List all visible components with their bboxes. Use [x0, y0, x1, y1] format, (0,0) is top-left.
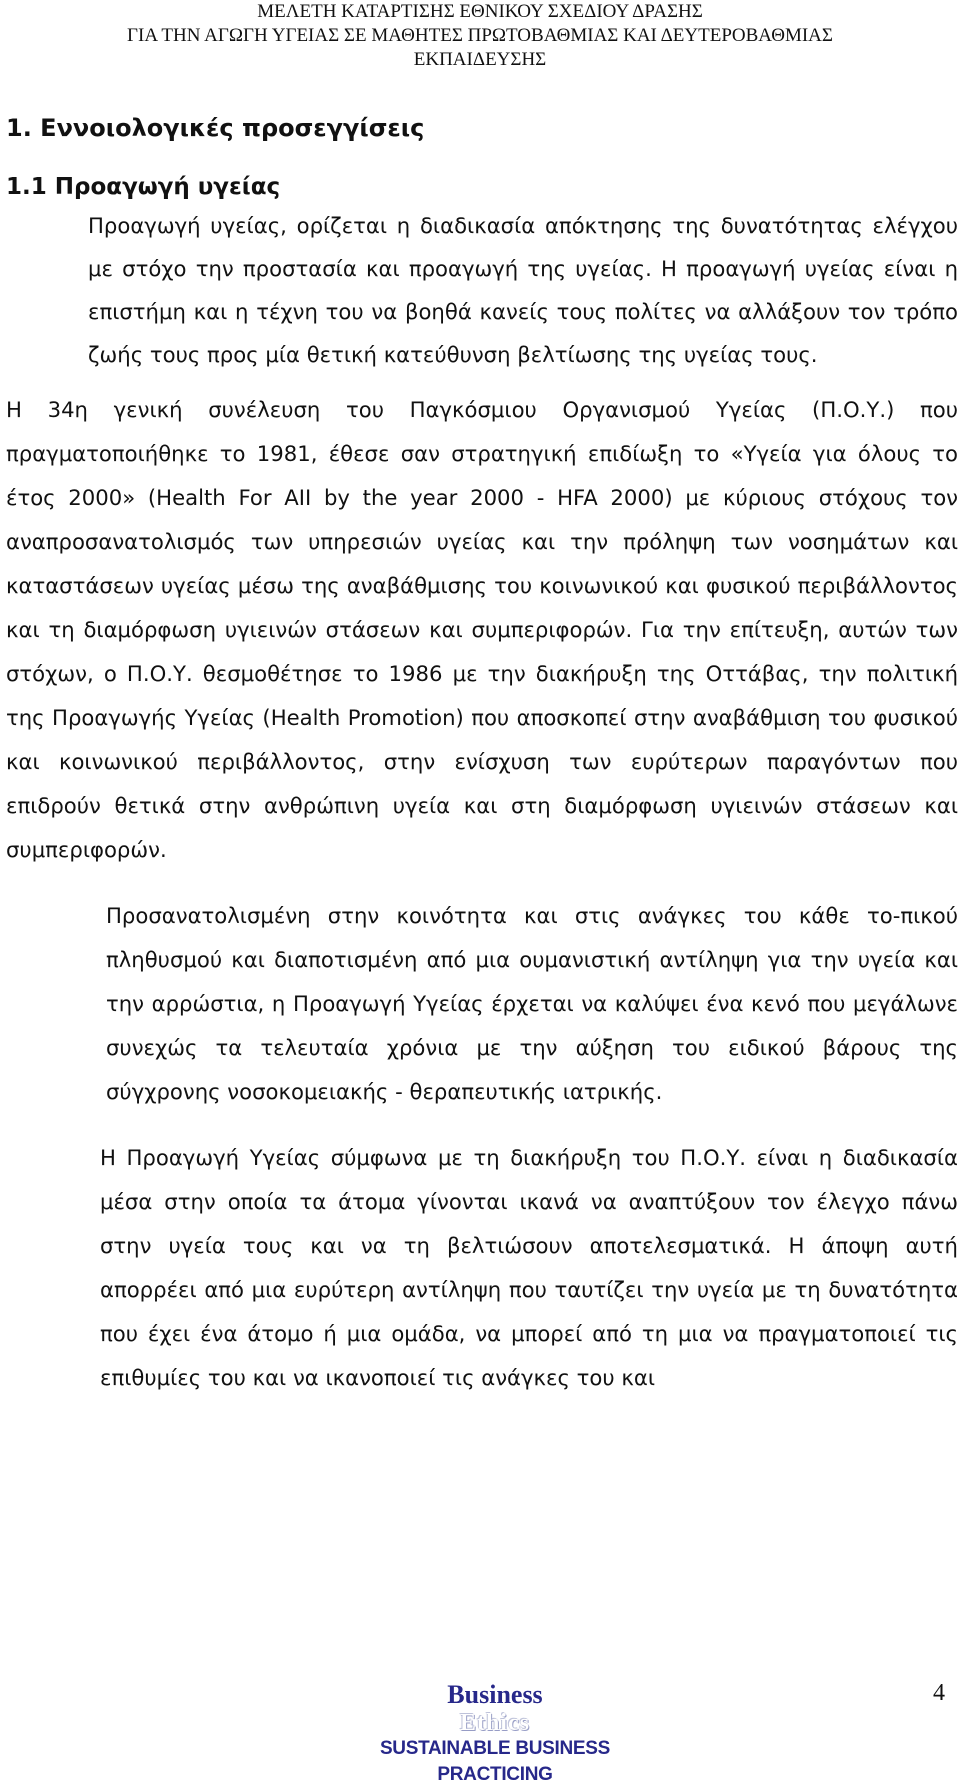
paragraph-4: Η Προαγωγή Υγείας σύμφωνα με τη διακήρυξη του Π.Ο.Υ. είναι η διαδικασία μέσα στην οποία τα άτομα γίνονται ικανά να αναπτύξουν τον έλεγχο πάνω στην υγεία τους και να τη βελτιώσουν αποτελεσματικά. Η άποψη αυτή απορρέει από μια ευρύτερη αντίληψη που ταυτίζει την υγεία με τη δυνατότητα που έχει ένα άτομο ή μια ομάδα, να μπορεί από τη μια να πραγματοποιεί τις επιθυμίες του και να ικανοποιεί τις ανάγκες του και: [100, 1145, 958, 1390]
running-header: [0, 0, 960, 72]
logo-tagline: SUSTAINABLE BUSINESS PRACTICING: [379, 1738, 611, 1785]
header-line-2: ΓΙΑ ΤΗΝ ΑΓΩΓΗ ΥΓΕΙΑΣ ΣΕ ΜΑΘΗΤΕΣ ΠΡΩΤΟΒΑΘΜΙΑΣ ΚΑΙ ΔΕΥΤΕΡΟΒΑΘΜΙΑΣ: [127, 25, 833, 46]
document-body: [6, 104, 958, 1400]
header-line-3: ΕΚΠΑΙΔΕΥΣΗΣ: [413, 49, 547, 70]
paragraph-2: Η 34η γενική συνέλευση του Παγκόσμιου Οργανισμού Υγείας (Π.Ο.Υ.) που πραγματοποιήθηκε το 1981, έθεσε σαν στρατηγική επιδίωξη το «Υγεία για όλους το έτος 2000» (Health For AII by the year 2000 - HFA 2000) με κύριους στόχους τον αναπροσανατολισμός των υπηρεσιών υγείας και την πρόληψη των νοσημάτων και καταστάσεων υγείας μέσω της αναβάθμισης του κοινωνικού και φυσικού περιβάλλοντος και τη διαμόρφωση υγιεινών στάσεων και συμπεριφορών. Για την επίτευξη, αυτών των στόχων, ο Π.Ο.Υ. θεσμοθέτησε το 1986 με την διακήρυξη της Οττάβας, την πολιτική της Προαγωγής Υγείας (Health Promotion) που αποσκοπεί στην αναβάθμιση του φυσικού και κοινωνικού περιβάλλοντος, στην ενίσχυση των ευρύτερων παραγόντων που επιδρούν θετικά στην ανθρώπινη υγεία και στη διαμόρφωση υγιεινών στάσεων και συμπεριφορών.: [6, 397, 958, 862]
business-ethics-logo: [340, 1680, 650, 1788]
page-number: 4: [933, 1680, 945, 1706]
page-footer: [0, 1680, 960, 1785]
subsection-title: 1.1 Προαγωγή υγείας: [6, 174, 281, 200]
section-title: 1. Εννοιολογικές προσεγγίσεις: [6, 114, 425, 142]
paragraph-3: Προσανατολισμένη στην κοινότητα και στις ανάγκες του κάθε το-πικού πληθυσμού και διαποτισμένη από μια ουμανιστική αντίληψη για την υγεία και την αρρώστια, η Προαγωγή Υγείας έρχεται να καλύψει ένα κενό που μεγάλωνε συνεχώς τα τελευταία χρόνια με την αύξηση του ειδικού βάρους της σύγχρονης νοσοκομειακής - θεραπευτικής ιατρικής.: [106, 903, 958, 1104]
header-line-1: ΜΕΛΕΤΗ ΚΑΤΑΡΤΙΣΗΣ ΕΘΝΙΚΟΥ ΣΧΕΔΙΟΥ ΔΡΑΣΗΣ: [257, 1, 703, 22]
logo-ethics-text: Ethics: [459, 1710, 530, 1736]
paragraph-1: Προαγωγή υγείας, ορίζεται η διαδικασία απόκτησης της δυνατότητας ελέγχου με στόχο την προστασία και προαγωγή της υγείας. Η προαγωγή υγείας είναι η επιστήμη και η τέχνη του να βοηθά κανείς τους πολίτες να αλλάξουν τον τρόπο ζωής τους προς μία θετική κατεύθυνση βελτίωσης της υγείας τους.: [88, 213, 958, 367]
logo-business-text: Business: [447, 1680, 543, 1709]
